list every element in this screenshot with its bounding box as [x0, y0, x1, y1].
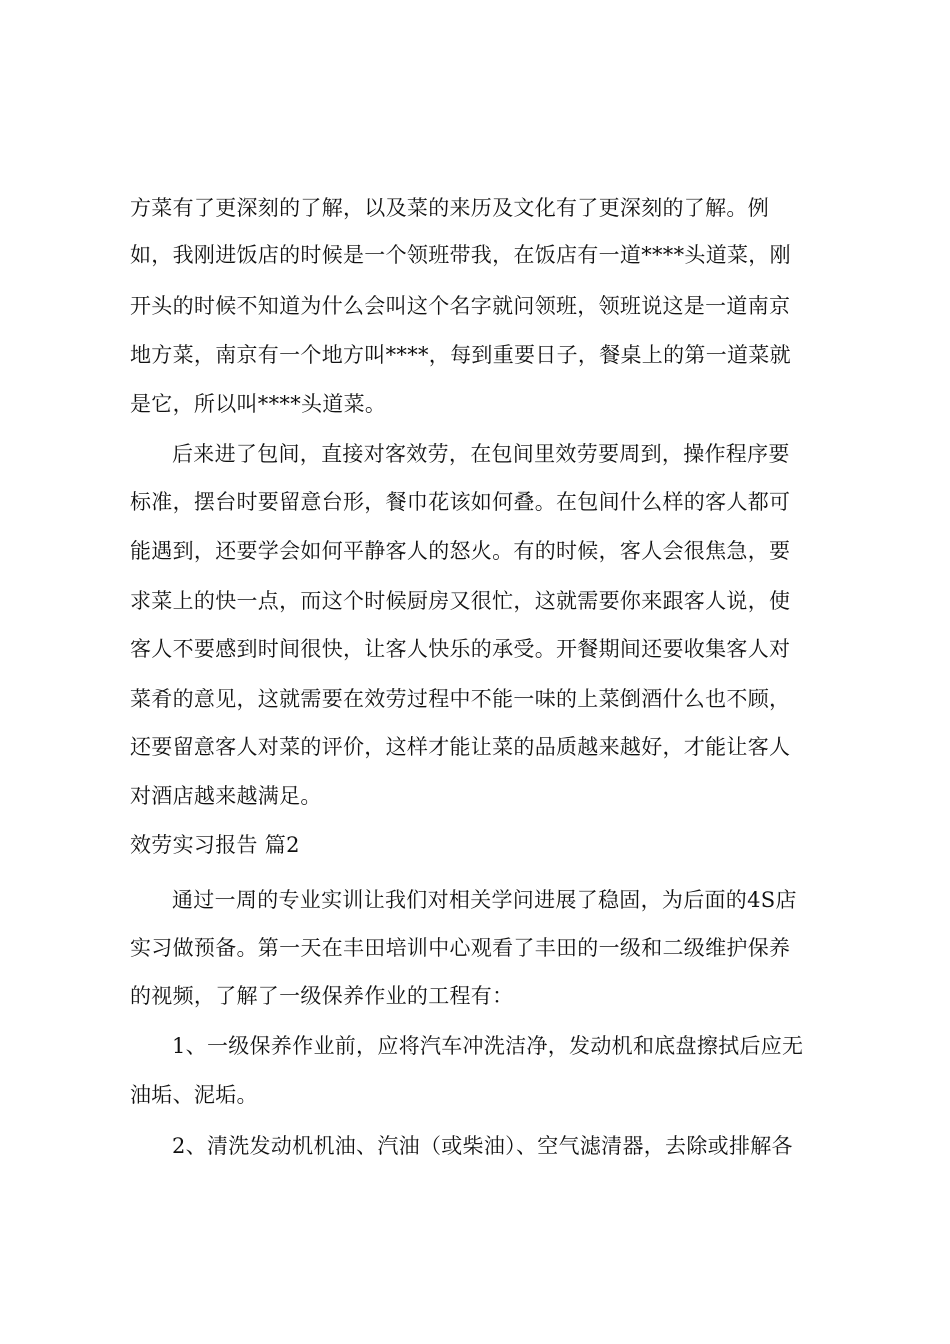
text-line: 方菜有了更深刻的了解，以及菜的来历及文化有了更深刻的了解。例	[130, 196, 769, 220]
text-line: 还要留意客人对菜的评价，这样才能让菜的品质越来越好，才能让客人	[130, 735, 791, 759]
text-line: 的视频，了解了一级保养作业的工程有：	[130, 984, 514, 1008]
text-line: 是它，所以叫****头道菜。	[130, 392, 387, 416]
text-line: 客人不要感到时间很快，让客人快乐的承受。开餐期间还要收集客人对	[130, 637, 791, 661]
text-line: 菜肴的意见，这就需要在效劳过程中不能一味的上菜倒酒什么也不顾，	[130, 687, 791, 711]
text-line: 1、一级保养作业前，应将汽车冲洗洁净，发动机和底盘擦拭后应无	[172, 1034, 804, 1058]
text-line: 后来进了包间，直接对客效劳，在包间里效劳要周到，操作程序要	[172, 442, 790, 466]
text-line: 开头的时候不知道为什么会叫这个名字就问领班，领班说这是一道南京	[130, 294, 791, 318]
text-line: 标准，摆台时要留意台形，餐巾花该如何叠。在包间什么样的客人都可	[130, 490, 791, 514]
text-line: 能遇到，还要学会如何平静客人的怒火。有的时候，客人会很焦急，要	[130, 539, 791, 563]
text-line: 求菜上的快一点，而这个时候厨房又很忙，这就需要你来跟客人说，使	[130, 589, 791, 613]
text-line: 效劳实习报告 篇2	[130, 833, 300, 857]
text-line: 地方菜，南京有一个地方叫****，每到重要日子，餐桌上的第一道菜就	[130, 343, 791, 367]
text-line: 如，我刚进饭店的时候是一个领班带我，在饭店有一道****头道菜，刚	[130, 243, 791, 267]
text-line: 通过一周的专业实训让我们对相关学问进展了稳固，为后面的4S店	[172, 888, 797, 912]
text-line: 2、清洗发动机机油、汽油（或柴油）、空气滤清器，去除或排解各	[172, 1134, 793, 1158]
text-line: 对酒店越来越满足。	[130, 784, 322, 808]
text-line: 实习做预备。第一天在丰田培训中心观看了丰田的一级和二级维护保养	[130, 936, 791, 960]
text-line: 油垢、泥垢。	[130, 1083, 258, 1107]
